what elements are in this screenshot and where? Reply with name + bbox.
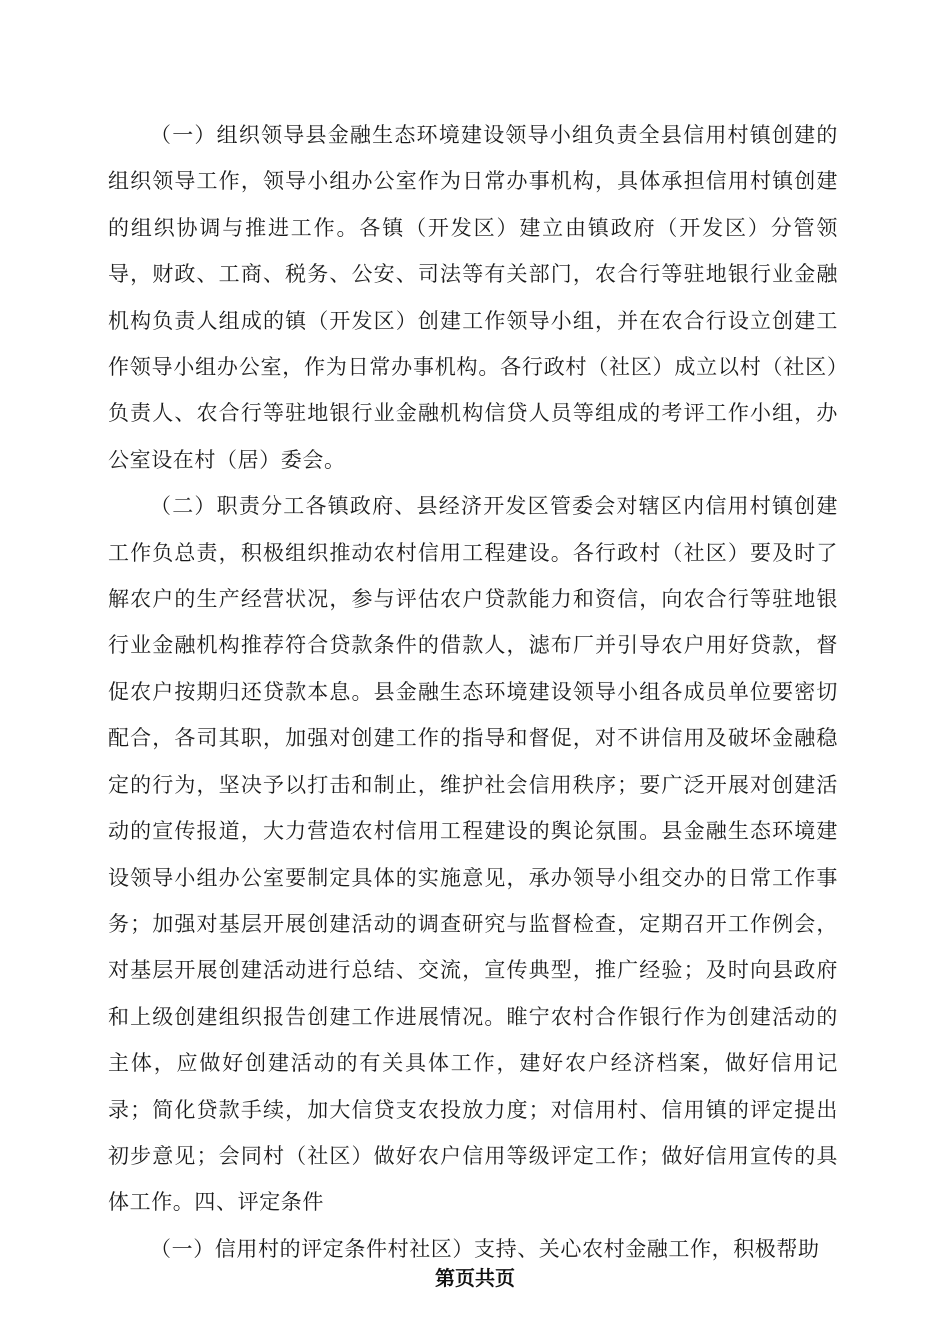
document-body [108,112,838,1272]
paragraph-credit-village-criteria: （一）信用村的评定条件村社区）支持、关心农村金融工作，积极帮助 [150,1236,820,1261]
paragraph-organization-leadership: （一）组织领导县金融生态环境建设领导小组负责全县信用村镇创建的组织领导工作，领导小组办公室作为日常办事机构，具体承担信用村镇创建的组织协调与推进工作。各镇（开发区）建立由镇政府（开发区）分管领导，财政、工商、税务、公安、司法等有关部门，农合行等驻地银行业金融机构负责人组成的镇（开发区）创建工作领导小组，并在农合行设立创建工作领导小组办公室，作为日常办事机构。各行政村（社区）成立以村（社区）负责人、农合行等驻地银行业金融机构信贷人员等组成的考评工作小组，办公室设在村（居）委会。 [108,123,838,472]
page-footer: 第页共页 [435,1266,515,1290]
paragraph-duty-division: （二）职责分工各镇政府、县经济开发区管委会对辖区内信用村镇创建工作负总责，积极组织推动农村信用工程建设。各行政村（社区）要及时了解农户的生产经营状况，参与评估农户贷款能力和资信，向农合行等驻地银行业金融机构推荐符合贷款条件的借款人，滤布厂并引导农户用好贷款，督促农户按期归还贷款本息。县金融生态环境建设领导小组各成员单位要密切配合，各司其职，加强对创建工作的指导和督促，对不讲信用及破坏金融稳定的行为，坚决予以打击和制止，维护社会信用秩序；要广泛开展对创建活动的宣传报道，大力营造农村信用工程建设的舆论氛围。县金融生态环境建设领导小组办公室要制定具体的实施意见，承办领导小组交办的日常工作事务；加强对基层开展创建活动的调查研究与监督检查，定期召开工作例会，对基层开展创建活动进行总结、交流，宣传典型，推广经验；及时向县政府和上级创建组织报告创建工作进展情况。睢宁农村合作银行作为创建活动的主体，应做好创建活动的有关具体工作，建好农户经济档案，做好信用记录；简化贷款手续，加大信贷支农投放力度；对信用村、信用镇的评定提出初步意见；会同村（社区）做好农户信用等级评定工作；做好信用宣传的具体工作。四、评定条件 [108,494,838,1215]
